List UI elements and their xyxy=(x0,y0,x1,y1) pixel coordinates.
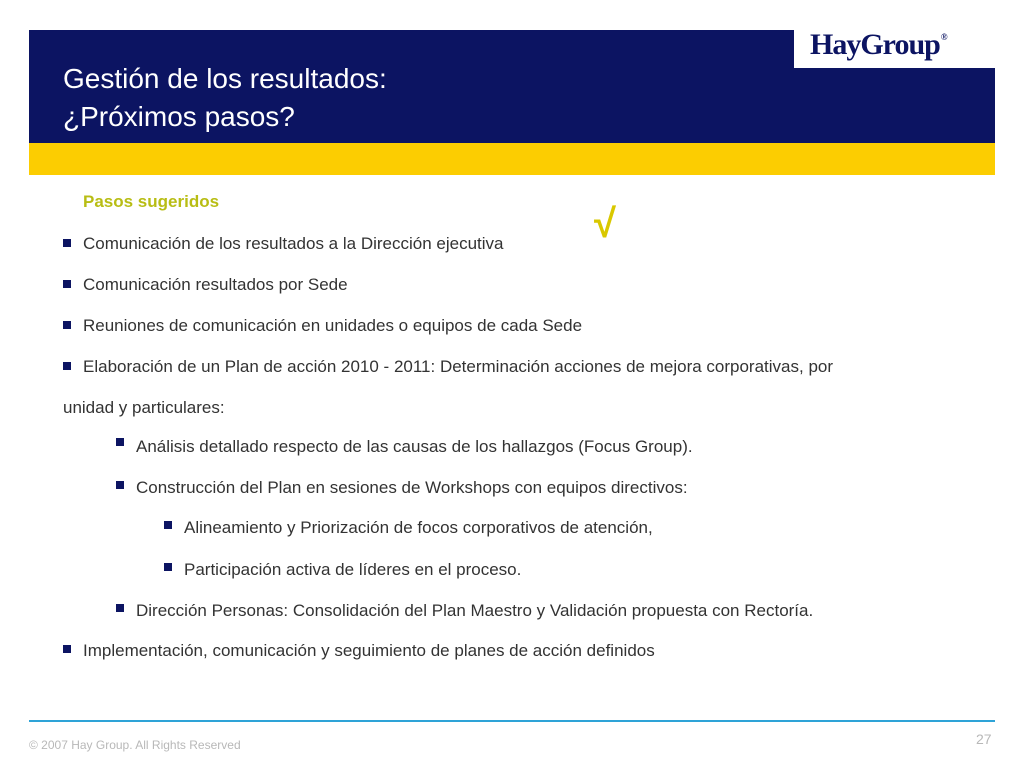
registered-mark: ® xyxy=(940,32,947,42)
slide-title xyxy=(63,60,387,136)
checkmark-icon: √ xyxy=(594,202,616,246)
bullet-item-continuation: unidad y particulares: xyxy=(63,398,225,417)
bullet-square-icon xyxy=(63,239,71,247)
sub-sub-bullet-item: Participación activa de líderes en el proceso. xyxy=(184,560,522,579)
title-line-1: Gestión de los resultados: xyxy=(63,63,387,94)
logo-name: HayGroup xyxy=(810,28,940,61)
bullet-item: Elaboración de un Plan de acción 2010 - 2011: Determinación acciones de mejora corporativas, por xyxy=(83,357,834,376)
bullet-square-icon xyxy=(63,645,71,653)
footer-divider xyxy=(29,720,995,722)
haygroup-logo xyxy=(810,28,947,62)
bullet-square-icon xyxy=(63,280,71,288)
section-subtitle: Pasos sugeridos xyxy=(83,192,220,211)
bullet-square-icon xyxy=(164,521,172,529)
bullet-square-icon xyxy=(63,362,71,370)
sub-bullet-item: Dirección Personas: Consolidación del Plan Maestro y Validación propuesta con Rectoría. xyxy=(136,601,814,620)
bullet-item: Implementación, comunicación y seguimiento de planes de acción definidos xyxy=(83,641,655,660)
page-number: 27 xyxy=(976,731,992,747)
bullet-square-icon xyxy=(63,321,71,329)
bullet-square-icon xyxy=(116,438,124,446)
yellow-band xyxy=(29,143,995,175)
bullet-square-icon xyxy=(164,563,172,571)
bullet-item: Comunicación resultados por Sede xyxy=(83,275,348,294)
sub-bullet-item: Análisis detallado respecto de las causas de los hallazgos (Focus Group). xyxy=(136,437,693,456)
title-line-2: ¿Próximos pasos? xyxy=(63,101,295,132)
bullet-item: Comunicación de los resultados a la Dirección ejecutiva xyxy=(83,234,504,253)
bullet-square-icon xyxy=(116,481,124,489)
sub-bullet-item: Construcción del Plan en sesiones de Workshops con equipos directivos: xyxy=(136,478,688,497)
bullet-item: Reuniones de comunicación en unidades o equipos de cada Sede xyxy=(83,316,583,335)
copyright-notice: © 2007 Hay Group. All Rights Reserved xyxy=(29,738,241,752)
bullet-square-icon xyxy=(116,604,124,612)
sub-sub-bullet-item: Alineamiento y Priorización de focos corporativos de atención, xyxy=(184,518,653,537)
